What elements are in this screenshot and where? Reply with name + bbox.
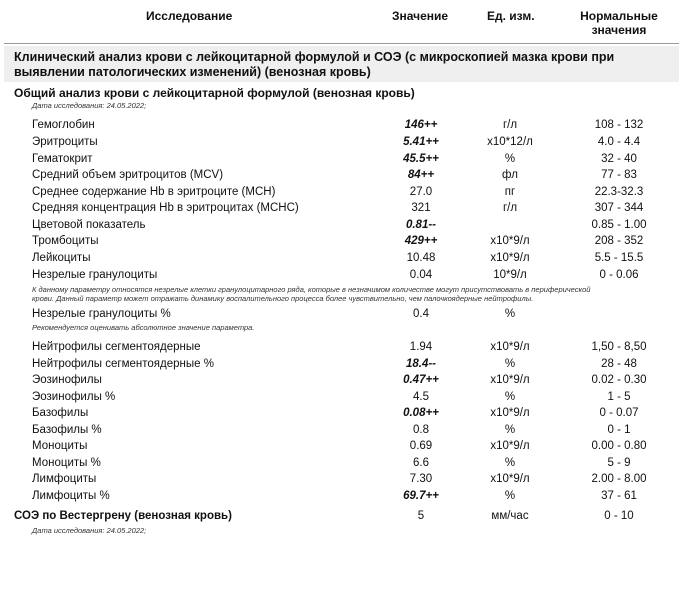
test-name: Эозинофилы %: [32, 391, 116, 403]
test-norm: 0.02 - 0.30: [591, 374, 647, 386]
test-norm: 0 - 0.06: [599, 269, 639, 281]
table-row: [0, 455, 683, 471]
test-unit: %: [504, 424, 516, 436]
test-unit: %: [504, 391, 516, 403]
test-name: Моноциты: [32, 440, 88, 452]
table-header: [0, 0, 683, 44]
test-norm: 0 - 0.07: [599, 407, 639, 419]
test-value: 4.5: [413, 391, 429, 403]
test-name: Моноциты %: [32, 457, 101, 469]
test-norm: 0.00 - 0.80: [591, 440, 647, 452]
column-header-study: Исследование: [146, 9, 233, 23]
test-norm: 108 - 132: [594, 119, 644, 131]
table-row: [0, 200, 683, 216]
table-row: [0, 356, 683, 372]
study-date: Дата исследования: 24.05.2022;: [32, 101, 147, 110]
test-unit: x10*9/л: [490, 252, 530, 264]
table-row: [0, 117, 683, 133]
column-header-norm-line2: значения: [591, 23, 647, 37]
test-value: 84++: [407, 169, 435, 181]
test-name: Гематокрит: [32, 153, 93, 165]
test-unit: %: [504, 490, 516, 502]
table-row: [0, 250, 683, 266]
test-norm: 5 - 9: [607, 457, 631, 469]
test-norm: 4.0 - 4.4: [597, 136, 641, 148]
table-row: [0, 306, 683, 322]
note-line2: крови. Данный параметр может отражать динамику воспалительного процесса более чувствительно, чем палочкоядерные нейтрофилы.: [32, 294, 534, 303]
table-row: [0, 389, 683, 405]
test-value: 0.4: [413, 308, 429, 320]
test-value: 0.8: [413, 424, 429, 436]
section-title-line2: выявлении патологических изменений) (венозная кровь): [14, 65, 371, 79]
note-line1: К данному параметру относятся незрелые клетки гранулоцитарного ряда, которые в незначимом количестве могут присутствовать в периферической: [32, 285, 591, 294]
test-norm: 77 - 83: [601, 169, 637, 181]
test-value: 1.94: [409, 341, 433, 353]
test-name: Нейтрофилы сегментоядерные: [32, 341, 201, 353]
test-norm: 307 - 344: [594, 202, 644, 214]
test-value: 429++: [404, 235, 438, 247]
test-name: Эозинофилы: [32, 374, 102, 386]
test-unit: %: [504, 153, 516, 165]
test-value: 0.08++: [403, 407, 439, 419]
test-unit: x10*9/л: [490, 374, 530, 386]
test-value: 45.5++: [403, 153, 439, 165]
table-row: [0, 372, 683, 388]
test-value: 0.69: [409, 440, 433, 452]
test-unit: 10*9/л: [493, 269, 527, 281]
test-name: Незрелые гранулоциты: [32, 269, 158, 281]
table-row: [0, 405, 683, 421]
table-row: [0, 471, 683, 487]
table-row: [0, 267, 683, 283]
test-unit: %: [504, 358, 516, 370]
absolute-value-note: Рекомендуется оценивать абсолютное значение параметра.: [32, 323, 255, 332]
test-name: Незрелые гранулоциты %: [32, 308, 171, 320]
test-norm: 22.3-32.3: [594, 186, 644, 198]
test-norm: 2.00 - 8.00: [591, 473, 647, 485]
esr-study-date: Дата исследования: 24.05.2022;: [32, 526, 147, 535]
test-norm: 37 - 61: [601, 490, 637, 502]
test-value: 321: [411, 202, 431, 214]
test-value: 18.4--: [405, 358, 437, 370]
table-row: [0, 339, 683, 355]
test-name: Базофилы %: [32, 424, 102, 436]
table-row: [0, 233, 683, 249]
test-unit: x10*9/л: [490, 235, 530, 247]
test-value: 27.0: [409, 186, 433, 198]
test-value: 0.47++: [403, 374, 439, 386]
test-unit: x10*9/л: [490, 440, 530, 452]
test-name: Эритроциты: [32, 136, 98, 148]
table-row: [0, 184, 683, 200]
header-divider: [4, 43, 679, 44]
test-name: Нейтрофилы сегментоядерные %: [32, 358, 214, 370]
test-name: Цветовой показатель: [32, 219, 146, 231]
test-name: Средний объем эритроцитов (MCV): [32, 169, 224, 181]
test-unit: фл: [502, 169, 518, 181]
test-norm: 32 - 40: [601, 153, 637, 165]
test-value: 146++: [404, 119, 438, 131]
table-row: [0, 438, 683, 454]
table-row: [0, 217, 683, 233]
test-unit: x10*9/л: [490, 341, 530, 353]
table-row: [0, 134, 683, 150]
immature-granulocytes-note: [32, 285, 672, 303]
test-value: 69.7++: [403, 490, 439, 502]
test-value: 6.6: [413, 457, 429, 469]
column-header-norm: Нормальные: [580, 9, 658, 23]
test-norm: 208 - 352: [594, 235, 644, 247]
table-row: [0, 488, 683, 504]
esr-name: СОЭ по Вестергрену (венозная кровь): [14, 510, 232, 522]
test-unit: x10*9/л: [490, 407, 530, 419]
test-unit: пг: [504, 186, 516, 198]
test-norm: 5.5 - 15.5: [594, 252, 644, 264]
esr-unit: мм/час: [491, 510, 529, 522]
test-name: Лейкоциты: [32, 252, 91, 264]
section-title: [4, 46, 679, 82]
test-norm: 1 - 5: [607, 391, 631, 403]
test-norm: 28 - 48: [601, 358, 637, 370]
test-name: Лимфоциты %: [32, 490, 110, 502]
table-row: [0, 151, 683, 167]
test-norm: 0.85 - 1.00: [591, 219, 647, 231]
test-unit: x10*9/л: [490, 473, 530, 485]
test-name: Базофилы: [32, 407, 89, 419]
test-unit: %: [504, 308, 516, 320]
test-norm: 0 - 1: [607, 424, 631, 436]
test-value: 7.30: [409, 473, 433, 485]
test-value: 10.48: [406, 252, 436, 264]
column-header-unit: Ед. изм.: [487, 9, 535, 23]
test-unit: г/л: [502, 119, 518, 131]
esr-row: [0, 508, 683, 524]
table-row: [0, 422, 683, 438]
subsection-title: Общий анализ крови с лейкоцитарной формулой (венозная кровь): [14, 86, 415, 100]
test-name: Лимфоциты: [32, 473, 97, 485]
test-unit: г/л: [502, 202, 518, 214]
section-title-line1: Клинический анализ крови с лейкоцитарной формулой и СОЭ (с микроскопией мазка крови при: [14, 50, 615, 64]
table-row: [0, 167, 683, 183]
test-value: 0.04: [409, 269, 433, 281]
test-value: 0.81--: [405, 219, 437, 231]
test-name: Гемоглобин: [32, 119, 95, 131]
test-norm: 1,50 - 8,50: [591, 341, 647, 353]
esr-norm: 0 - 10: [604, 510, 634, 522]
test-name: Тромбоциты: [32, 235, 99, 247]
test-unit: %: [504, 457, 516, 469]
esr-value: 5: [417, 510, 425, 522]
test-name: Средняя концентрация Hb в эритроцитах (MCHC): [32, 202, 299, 214]
test-value: 5.41++: [403, 136, 439, 148]
column-header-value: Значение: [392, 9, 449, 23]
test-unit: x10*12/л: [487, 136, 533, 148]
test-name: Среднее содержание Hb в эритроците (MCH): [32, 186, 276, 198]
